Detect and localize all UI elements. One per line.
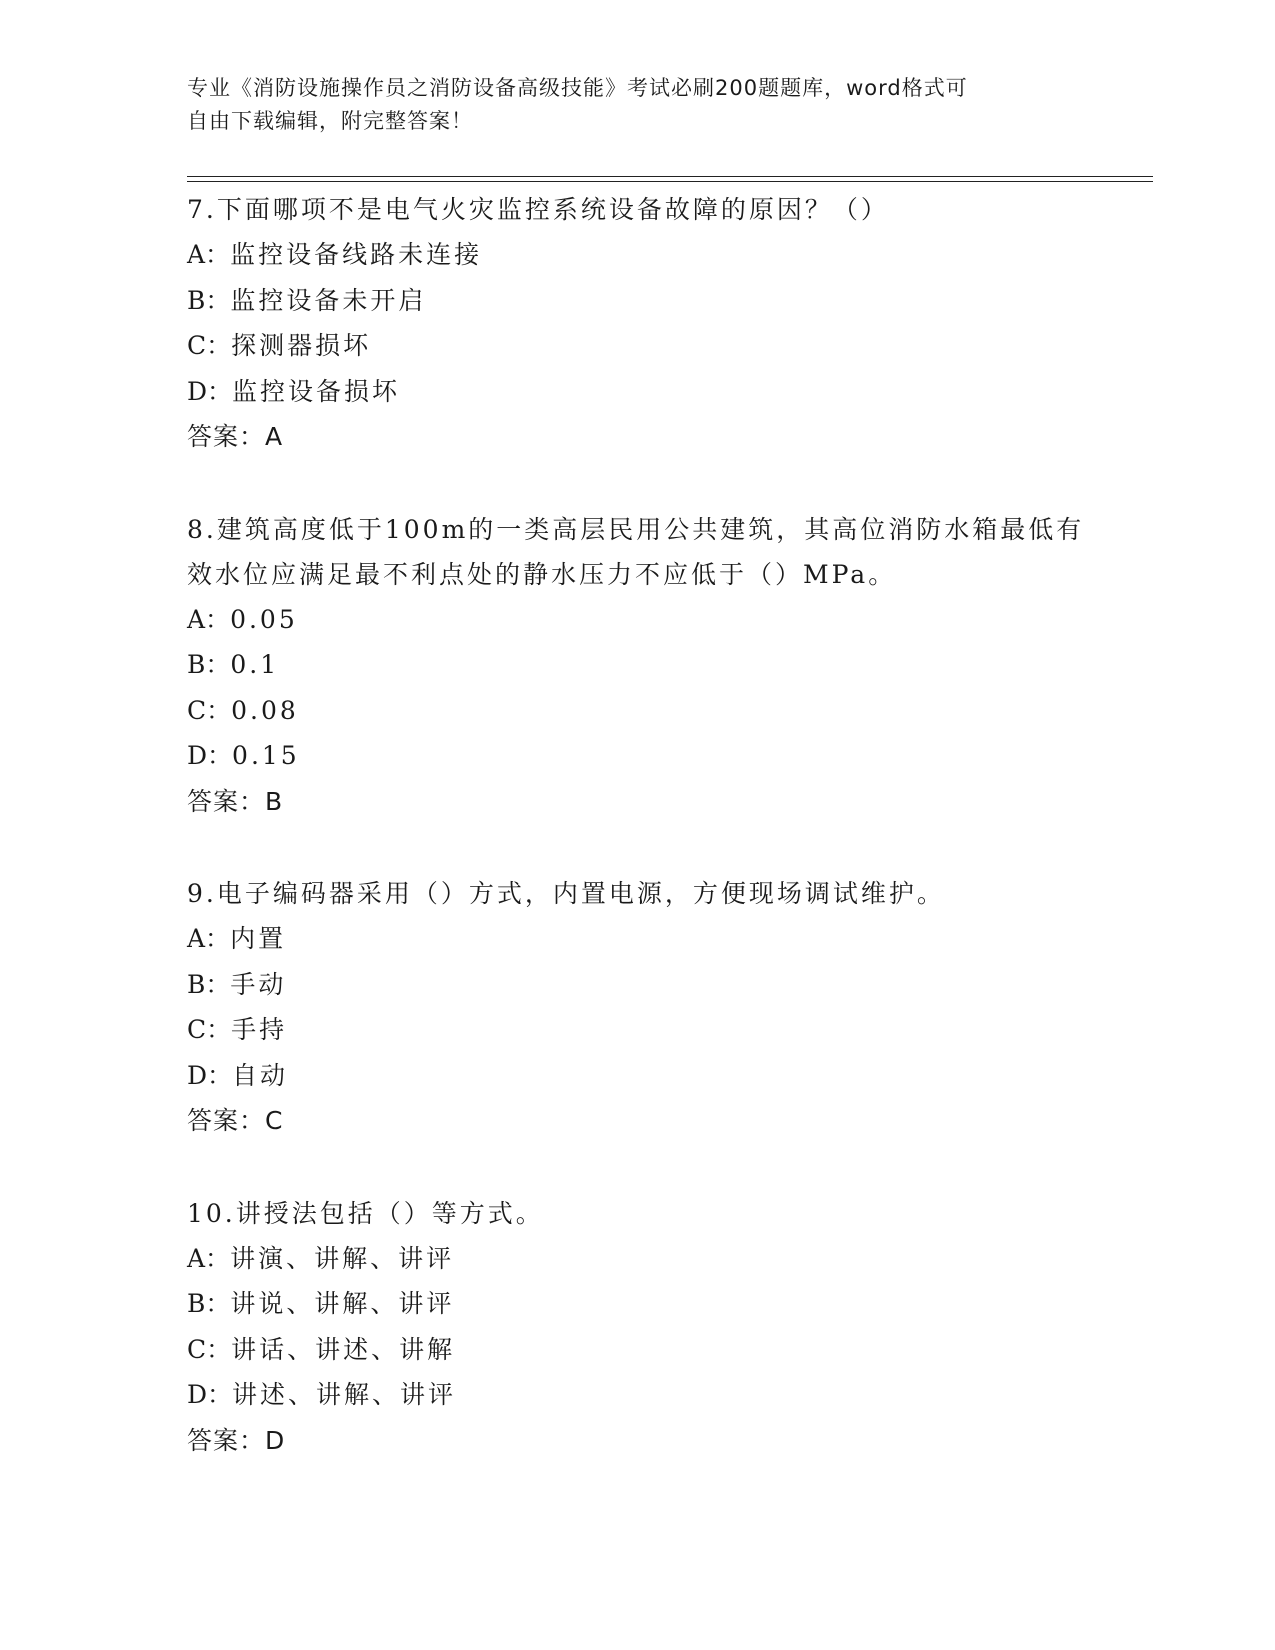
option-b [187,642,1087,688]
option-letter: D： [187,741,233,770]
option-letter: B： [187,285,231,315]
option-d [187,733,1087,779]
option-text: 0.15 [232,741,300,770]
question-stem: 9.电子编码器采用（）方式，内置电源，方便现场调试维护。 [187,879,945,908]
option-a [187,916,1087,962]
option-text: 监控设备未开启 [230,285,427,315]
option-c [187,688,1087,734]
option-c [187,323,1087,369]
question-stem: 8.建筑高度低于100m的一类高层民用公共建筑，其高位消防水箱最低有效水位应满足最不利点处的静水压力不应低于（）MPa。 [187,514,1085,589]
option-c [187,1007,1087,1053]
answer-line: 答案：B [187,786,284,816]
option-text: 监控设备线路未连接 [230,240,483,269]
option-text: 讲演、讲解、讲评 [230,1243,455,1273]
question-stem: 7.下面哪项不是电气火灾监控系统设备故障的原因？（） [187,195,889,224]
option-text: 探测器损坏 [231,331,372,360]
option-letter: A： [187,604,231,634]
option-letter: B： [187,969,231,999]
header-line-1: 专业《消防设施操作员之消防设备高级技能》考试必刷200题题库，word格式可 [187,76,968,100]
option-letter: C： [187,1015,232,1044]
option-letter: A： [187,1243,231,1273]
option-text: 0.08 [231,695,299,725]
answer-line: 答案：C [187,1106,284,1135]
option-letter: B： [187,1289,231,1318]
question-8 [187,507,1087,825]
answer-line: 答案：A [187,422,284,451]
option-letter: C： [187,695,232,725]
option-a [187,232,1087,278]
option-letter: A： [187,240,231,269]
document-header [187,72,1087,138]
option-b [187,278,1087,324]
header-line-2: 自由下载编辑，附完整答案！ [187,109,473,133]
option-letter: A： [187,924,231,953]
option-a [187,597,1087,643]
option-letter: D： [187,376,233,406]
question-stem: 10.讲授法包括（）等方式。 [187,1198,544,1228]
option-letter: C： [187,331,232,360]
option-text: 手持 [231,1015,288,1044]
option-a [187,1236,1087,1282]
answer-line: 答案：D [187,1425,286,1455]
option-text: 内置 [230,924,287,953]
option-letter: D： [187,1380,233,1409]
option-d [187,1372,1087,1418]
question-9 [187,871,1087,1144]
question-list [187,187,1087,1510]
option-letter: B： [187,650,231,679]
option-text: 讲话、讲述、讲解 [231,1334,456,1364]
question-7 [187,187,1087,460]
header-divider-top [187,176,1153,177]
header-divider-bottom [187,181,1153,182]
option-text: 0.1 [230,650,280,679]
option-text: 讲说、讲解、讲评 [230,1289,455,1318]
option-d [187,369,1087,415]
option-letter: D： [187,1060,233,1090]
option-text: 手动 [230,969,287,999]
option-c [187,1327,1087,1373]
option-text: 自动 [232,1060,289,1090]
option-b [187,1281,1087,1327]
question-10 [187,1191,1087,1464]
option-text: 0.05 [230,604,298,634]
option-d [187,1053,1087,1099]
option-letter: C： [187,1334,232,1364]
option-b [187,962,1087,1008]
option-text: 监控设备损坏 [232,376,401,406]
option-text: 讲述、讲解、讲评 [232,1380,457,1409]
